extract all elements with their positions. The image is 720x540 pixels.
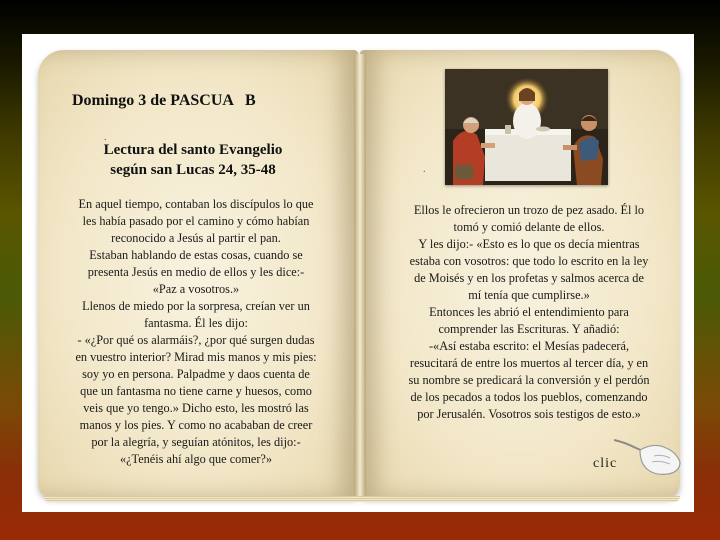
text-line: por la alegría, y seguían atónitos, les dijo:- (91, 435, 301, 449)
speck: . (104, 132, 107, 143)
reading-heading-line: Lectura del santo Evangelio (103, 142, 283, 158)
text-line: Y les dijo:- «Esto es lo que os decía mientras (418, 237, 640, 251)
text-line: veis que yo tengo.» Dicho esto, les mostró las (83, 401, 309, 415)
page-edges (44, 496, 680, 502)
text-line: fantasma. Él les dijo: (144, 316, 248, 330)
text-line: les había pasado por el camino y cómo habían (82, 214, 310, 228)
text-line: resucitará de entre los muertos al tercer día, y en (409, 356, 649, 370)
text-line: Llenos de miedo por la sorpresa, creían ver un (82, 299, 310, 313)
speck: . (423, 164, 426, 175)
text-line: manos y los pies. Y como no acababan de creer (79, 418, 313, 432)
text-line: Entonces les abrió el entendimiento para (429, 305, 629, 319)
text-line: Ellos le ofrecieron un trozo de pez asado. Él lo (413, 203, 645, 217)
text-line: de los pecados a todos los pueblos, comenzando (410, 390, 648, 404)
text-line: reconocido a Jesús al partir el pan. (111, 231, 281, 245)
page-title: Domingo 3 de PASCUA B (72, 92, 256, 109)
right-gospel-text (390, 202, 668, 423)
text-line: presenta Jesús en medio de ellos y les dice:- (87, 265, 305, 279)
clic-link[interactable]: clic (593, 456, 618, 471)
open-book (38, 50, 686, 498)
pointing-hand-icon[interactable] (610, 432, 686, 478)
text-line: comprender las Escrituras. Y añadió: (438, 322, 620, 336)
text-line: que un fantasma no tiene carne y huesos, como (80, 384, 312, 398)
text-line: estaba con vosotros: que todo lo escrito en la ley (409, 254, 649, 268)
book-spine (354, 54, 366, 498)
reading-heading-line: según san Lucas 24, 35-48 (110, 162, 276, 178)
emmaus-supper-painting-image (445, 69, 608, 185)
text-line: por Jerusalén. Vosotros sois testigos de esto.» (417, 407, 641, 421)
text-line: soy yo en persona. Palpadme y daos cuenta de (82, 367, 310, 381)
left-gospel-text (60, 196, 332, 468)
text-line: mí tenía que cumplirse.» (468, 288, 590, 302)
text-line: -«Así estaba escrito: el Mesías padecerá, (428, 339, 630, 353)
text-line: su nombre se predicará la conversión y el perdón (408, 373, 650, 387)
text-line: Estaban hablando de estas cosas, cuando se (89, 248, 303, 262)
text-line: «Paz a vosotros.» (152, 282, 240, 296)
text-line: tomó y comió delante de ellos. (453, 220, 605, 234)
text-line: en vuestro interior? Mirad mis manos y mis pies: (75, 350, 317, 364)
text-line: de Moisés y en los profetas y salmos acerca de (414, 271, 644, 285)
text-line: En aquel tiempo, contaban los discípulos lo que (78, 197, 314, 211)
text-line: - «¿Por qué os alarmáis?, ¿por qué surgen dudas (77, 333, 315, 347)
reading-heading (68, 140, 318, 180)
text-line: «¿Tenéis ahí algo que comer?» (119, 452, 273, 466)
